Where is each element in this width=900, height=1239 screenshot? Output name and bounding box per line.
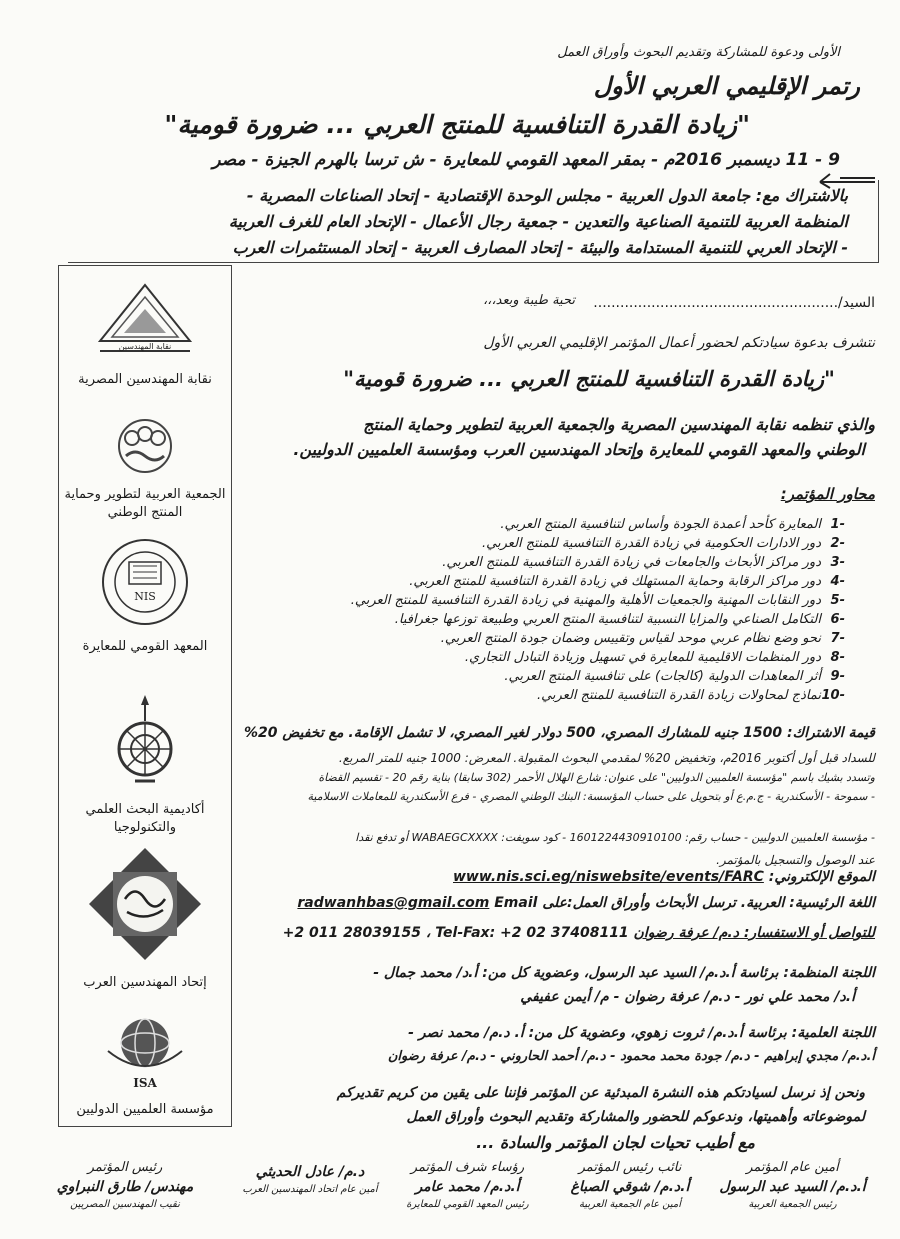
contact-label: للتواصل أو الاستفسار: د.م/ عرفة رضوان (633, 925, 875, 941)
website-link[interactable]: www.nis.sci.eg/niswebsite/events/FARC (453, 869, 764, 885)
partners-box (68, 180, 879, 263)
list-item: -6التكامل الصناعي والمزايا النسبية لتنافسية المنتج العربي وطبيعة توزعها جغرافيا. (394, 612, 845, 627)
svg-text:نقابة المهندسين: نقابة المهندسين (118, 342, 172, 351)
website-label: الموقع الإلكتروني: (768, 869, 875, 885)
partners-line-2: المنظمة العربية للتنمية الصناعية والتعدين - جمعية رجال الأعمال - الإتحاد العام للغرف العربية (228, 212, 848, 231)
axes-heading: محاور المؤتمر: (780, 485, 875, 503)
conference-title: رتمر الإقليمي العربي الأول (593, 72, 860, 100)
list-item: -9أثر المعاهدات الدولية (كالجات) على تنافسية المنتج العربي. (504, 669, 845, 684)
sidebar-org-isa (59, 1011, 231, 1119)
sidebar-org-label: المعهد القومي للمعايرة (82, 639, 208, 654)
sponsor-sidebar (58, 265, 232, 1127)
partners-line-3: - الإتحاد العربي للتنمية المستدامة والبيئة - إتحاد المصارف العربية - إتحاد المستثمرات العرب (232, 238, 848, 257)
list-item: -5دور النقابات المهنية والجمعيات الأهلية والمهنية في زيادة القدرة التنافسية للمنتج العربي. (350, 593, 845, 608)
greeting: تحية طيبة وبعد،،، (483, 293, 575, 308)
sidebar-org-nis (59, 536, 231, 656)
org-committee-line-2: أ.د/ محمد علي نور - د.م/ عرفة رضوان - م/ أيمن عفيفي (520, 989, 855, 1005)
list-item: -8دور المنظمات الاقليمية للمعايرة في تسهيل وزيادة التبادل التجاري. (464, 650, 845, 665)
list-item: -7نحو وضع نظام عربي موحد لقياس وتقييس وضمان جودة المنتج العربي. (440, 631, 845, 646)
sidebar-org-label: مؤسسة العلميين الدوليين (76, 1102, 214, 1117)
sidebar-org-association (59, 416, 231, 522)
academy-emblem-icon (105, 691, 185, 791)
organizers-line-1: والذي تنظمه نقابة المهندسين المصرية والجمعية العربية لتطوير وحماية المنتج (363, 415, 875, 434)
sidebar-org-arab-engineers (59, 844, 231, 992)
fee-note-3: - سموحة - الأسكندرية - ج.م.ع أو بتحويل على حساب المؤسسة: البنك الوطني المصري - فرع الأسكندرية للمعاملات الاسلامية (307, 790, 875, 803)
signatures-row (20, 1160, 880, 1235)
email-link[interactable]: radwanhbas@gmail.com (297, 895, 490, 911)
website-row (453, 869, 875, 885)
calligraphy-diamond-icon (85, 844, 205, 964)
phone-number: +2 011 28039155 (282, 925, 421, 941)
sci-committee-line-2: أ.د.م/ مجدي إبراهيم - د.م/ جودة محمد محمود - د.م/ أحمد الحاروني - د.م/ عرفة رضوان (387, 1049, 875, 1064)
registration-line: عند الوصول والتسجيل بالمؤتمر. (716, 853, 875, 867)
signature-president: رئيس المؤتمر مهندس/ طارق النبراوي نقيب المهندسين المصريين (56, 1160, 194, 1210)
sidebar-org-academy (59, 691, 231, 837)
nis-seal-icon (97, 536, 193, 628)
sci-committee-line-1: اللجنة العلمية: برئاسة أ.د.م/ ثروت زهوي، وعضوية كل من: أ. د.م/ محمد نصر - (408, 1025, 875, 1041)
list-item: -4دور مراكز الرقابة وحماية المستهلك في زيادة القدرة التنافسية للمنتج العربي. (409, 574, 845, 589)
fee-note-2: وتسدد بشيك باسم "مؤسسة العلميين الدوليين" على عنوان: شارع الهلال الأحمر (302 سابقا) بناية رقم 20 - تقسيم القضاة (318, 771, 875, 784)
fee-note-1: للسداد قبل أول أكتوبر 2016م، وتخفيض 20% لمقدمي البحوث المقبولة. المعرض: 1000 جنيه للمتر المربع. (338, 751, 875, 765)
org-committee-line-1: اللجنة المنظمة: برئاسة أ.د.م/ السيد عبد الرسول، وعضوية كل من: أ.د/ محمد جمال - (373, 965, 875, 981)
tel-fax: Tel-Fax: +2 02 37408111 (435, 925, 629, 941)
conference-dates-venue: 9 - 11 ديسمبر 2016م - بمقر المعهد القومي للمعايرة - ش ترسا بالهرم الجيزة - مصر (212, 150, 840, 170)
syndicate-pyramid-icon (90, 281, 200, 361)
closing-line-1: ونحن إذ نرسل لسيادتكم هذه النشرة المبدئية عن المؤتمر فإننا على يقين من كريم تقديركم (336, 1085, 865, 1101)
email-label: Email (494, 895, 538, 911)
regards-line: مع أطيب تحيات لجان المؤتمر والسادة ... (476, 1133, 755, 1152)
signature-secretary-general: أمين عام المؤتمر أ.د.م/ السيد عبد الرسول رئيس الجمعية العربية (719, 1160, 866, 1210)
invitation-subtitle: الأولى ودعوة للمشاركة وتقديم البحوث وأوراق العمل (557, 45, 840, 60)
contact-row: للتواصل أو الاستفسار: د.م/ عرفة رضوان +2 011 28039155 ، Tel-Fax: +2 02 37408111 (282, 925, 875, 941)
intro-line: نتشرف بدعوة سيادتكم لحضور أعمال المؤتمر الإقليمي العربي الأول (483, 335, 875, 351)
fee-line: قيمة الاشتراك: 1500 جنيه للمشارك المصري، 500 دولار لغير المصري، لا تشمل الإقامة. مع تخفيض 20% (243, 725, 875, 741)
signature-vice-president: نائب رئيس المؤتمر أ.د.م/ شوقي الصباغ أمين عام الجمعية العربية (570, 1160, 690, 1210)
isa-globe-icon (100, 1011, 190, 1091)
sidebar-org-label: نقابة المهندسين المصرية (78, 372, 212, 387)
closing-line-2: لموضوعاته وأهميتها، وندعوكم للحضور والمشاركة وتقديم البحوث وأوراق العمل (406, 1109, 865, 1125)
signature-honorary-2: د.م/ عادل الحديثي أمين عام اتحاد المهندسين العرب (242, 1164, 378, 1195)
sidebar-org-label: أكاديمية البحث العلمي والتكنولوجيا (85, 802, 205, 835)
list-item: -2دور الادارات الحكومية في زيادة القدرة التنافسية للمنتج العربي. (482, 536, 845, 551)
sidebar-org-syndicate (59, 281, 231, 389)
axes-list (245, 515, 845, 705)
svg-text:NIS: NIS (134, 590, 156, 603)
salutation: السيد/....................................................... (593, 295, 875, 311)
language-row (297, 895, 875, 911)
conference-theme: "زيادة القدرة التنافسية للمنتج العربي ... ضرورة قومية" (164, 110, 750, 139)
organizers-line-2: الوطني والمعهد القومي للمعايرة وإتحاد المهندسين العرب ومؤسسة العلميين الدوليين. (293, 440, 865, 459)
list-item: -10نماذج لمحاولات زيادة القدرة التنافسية للمنتج العربي. (536, 688, 845, 703)
association-emblem-icon (110, 416, 180, 476)
list-item: -3دور مراكز الأبحاث والجامعات في زيادة القدرة التنافسية للمنتج العربي. (442, 555, 845, 570)
partners-line-1: بالاشتراك مع: جامعة الدول العربية - مجلس الوحدة الإقتصادية - إتحاد الصناعات المصرية - (246, 186, 848, 205)
sidebar-org-label: إتحاد المهندسين العرب (83, 975, 207, 990)
svg-text:ISA: ISA (133, 1076, 157, 1090)
signature-honorary-1: رؤساء شرف المؤتمر أ.د.م/ محمد عامر رئيس المعهد القومي للمعايرة (406, 1160, 529, 1210)
sidebar-org-label: الجمعية العربية لتطوير وحماية المنتج الوطني (64, 487, 226, 520)
language-line: اللغة الرئيسية: العربية. ترسل الأبحاث وأوراق العمل:على (542, 895, 875, 911)
bank-line: - مؤسسة العلميين الدوليين - حساب رقم: 1601224430910100 - كود سويفت: WABAEGCXXXX أو تدفع نقدا (355, 831, 875, 844)
letter-theme: "زيادة القدرة التنافسية للمنتج العربي ... ضرورة قومية" (343, 367, 835, 391)
list-item: -1المعايرة كأحد أعمدة الجودة وأساس لتنافسية المنتج العربي. (500, 517, 845, 532)
